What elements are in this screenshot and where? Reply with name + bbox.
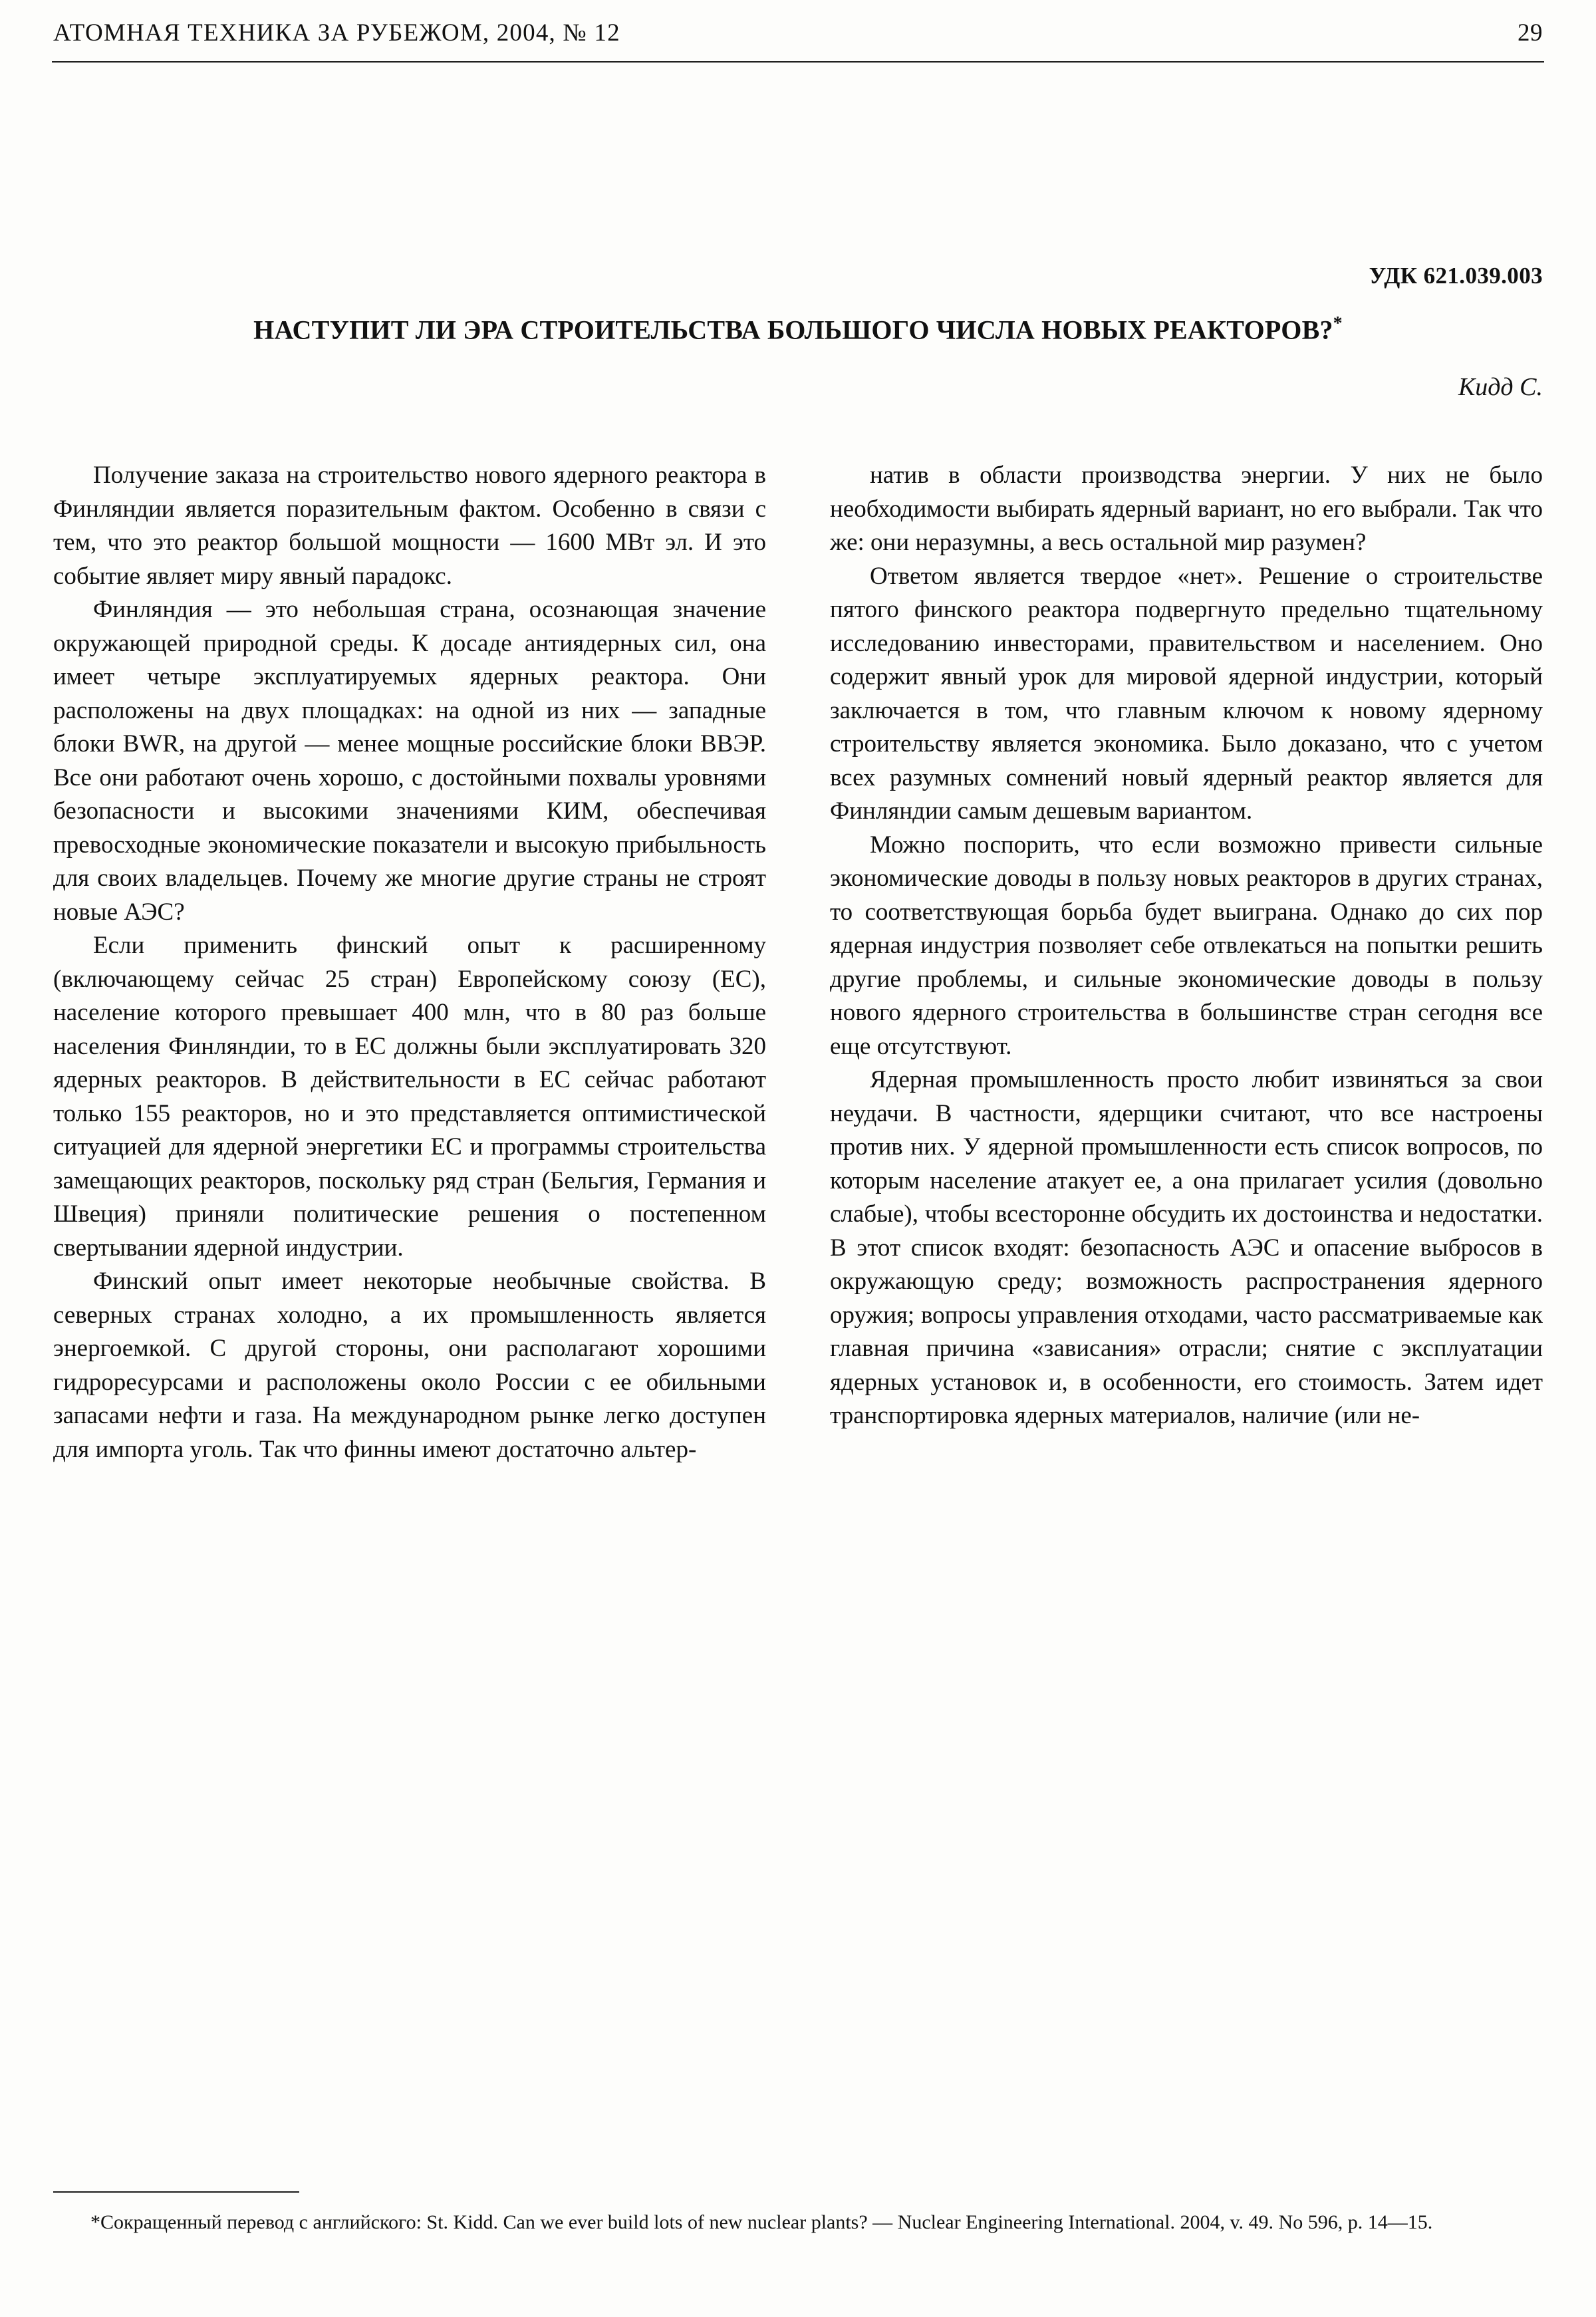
page-title	[53, 313, 1543, 346]
right-column	[830, 459, 1543, 1466]
footnote-divider	[53, 2191, 299, 2193]
article-title-text: НАСТУПИТ ЛИ ЭРА СТРОИТЕЛЬСТВА БОЛЬШОГО ЧИСЛА НОВЫХ РЕАКТОРОВ?	[253, 315, 1333, 345]
udc-code: УДК 621.039.003	[1369, 263, 1543, 289]
body-columns	[53, 459, 1543, 1466]
paragraph: натив в области производства энергии. У них не было необходимости выбирать ядерный вариант, но его выбрали. Так что же: они неразумны, а весь остальной мир разумен?	[830, 462, 1543, 556]
paragraph: Финский опыт имеет некоторые необычные свойства. В северных странах холодно, а их промышленность является энергоемкой. С другой стороны, они располагают хорошими гидроресурсами и расположены около России с ее обильными запасами нефти и газа. На международном рынке легко доступен для импорта уголь. Так что финны имеют достаточно альтер-	[53, 1268, 766, 1463]
running-head	[53, 19, 1543, 65]
paragraph: Финляндия — это небольшая страна, осознающая значение окружающей природной среды. К досаде антиядерных сил, она имеет четыре эксплуатируемых ядерных реактора. Они расположены на двух площадках: на одной из них — западные блоки BWR, на другой — менее мощные российские блоки ВВЭР. Все они работают очень хорошо, с достойными похвалы уровнями безопасности и высокими значениями КИМ, обеспечивая превосходные экономические показатели и высокую прибыльность для своих владельцев. Почему же многие другие страны не строят новые АЭС?	[53, 596, 766, 926]
title-footnote-marker: *	[1333, 313, 1343, 334]
journal-title: АТОМНАЯ ТЕХНИКА ЗА РУБЕЖОМ, 2004, № 12	[53, 19, 620, 47]
paragraph: Получение заказа на строительство нового ядерного реактора в Финляндии является поразительным фактом. Особенно в связи с тем, что это реактор большой мощности — 1600 МВт эл. И это событие являет миру явный парадокс.	[53, 462, 766, 590]
paragraph: Ответом является твердое «нет». Решение о строительстве пятого финского реактора подвергнуто предельно тщательному исследованию инвесторами, правительством и населением. Оно содержит явный урок для мировой ядерной индустрии, который заключается в том, что главным ключом к новому ядерному строительству является экономика. Было доказано, что с учетом всех разумных сомнений новый ядерный реактор является для Финляндии самым дешевым вариантом.	[830, 562, 1543, 825]
paragraph: Ядерная промышленность просто любит извиняться за свои неудачи. В частности, ядерщики считают, что все настроены против них. У ядерной промышленности есть список вопросов, по которым население атакует ее, а она прилагает усилия (довольно слабые), чтобы всесторонне обсудить их достоинства и недостатки. В этот список входят: безопасность АЭС и опасение выбросов в окружающую среду; возможность распространения ядерного оружия; вопросы управления отходами, часто рассматриваемые как главная причина «зависания» отрасли; снятие с эксплуатации ядерных установок и, в особенности, его стоимость. Затем идет транспортировка ядерных материалов, наличие (или не-	[830, 1066, 1543, 1429]
header-divider	[52, 61, 1544, 63]
paragraph: Можно поспорить, что если возможно привести сильные экономические доводы в пользу новых реакторов в других странах, то соответствующая борьба будет выиграна. Однако до сих пор ядерная индустрия позволяет себе отвлекаться на попытки решить другие проблемы, и сильные экономические доводы в пользу нового ядерного строительства в большинстве стран сегодня все еще отсутствуют.	[830, 831, 1543, 1060]
page-number: 29	[1518, 19, 1543, 47]
footnote: *Сокращенный перевод с английского: St. Kidd. Can we ever build lots of new nuclear plants? — Nuclear Engineering International. 2004, v. 49. No 596, p. 14—15.	[90, 2211, 1433, 2233]
author-name: Кидд С.	[1458, 373, 1543, 401]
paragraph: Если применить финский опыт к расширенному (включающему сейчас 25 стран) Европейскому союзу (ЕС), население которого превышает 400 млн, что в 80 раз больше населения Финляндии, то в ЕС должны были эксплуатировать 320 ядерных реакторов. В действительности в ЕС сейчас работают только 155 реакторов, но и это представляется оптимистической ситуацией для ядерной энергетики ЕС и программы строительства замещающих реакторов, поскольку ряд стран (Бельгия, Германия и Швеция) приняли политические решения о постепенном свертывании ядерной индустрии.	[53, 932, 766, 1262]
left-column	[53, 459, 766, 1466]
